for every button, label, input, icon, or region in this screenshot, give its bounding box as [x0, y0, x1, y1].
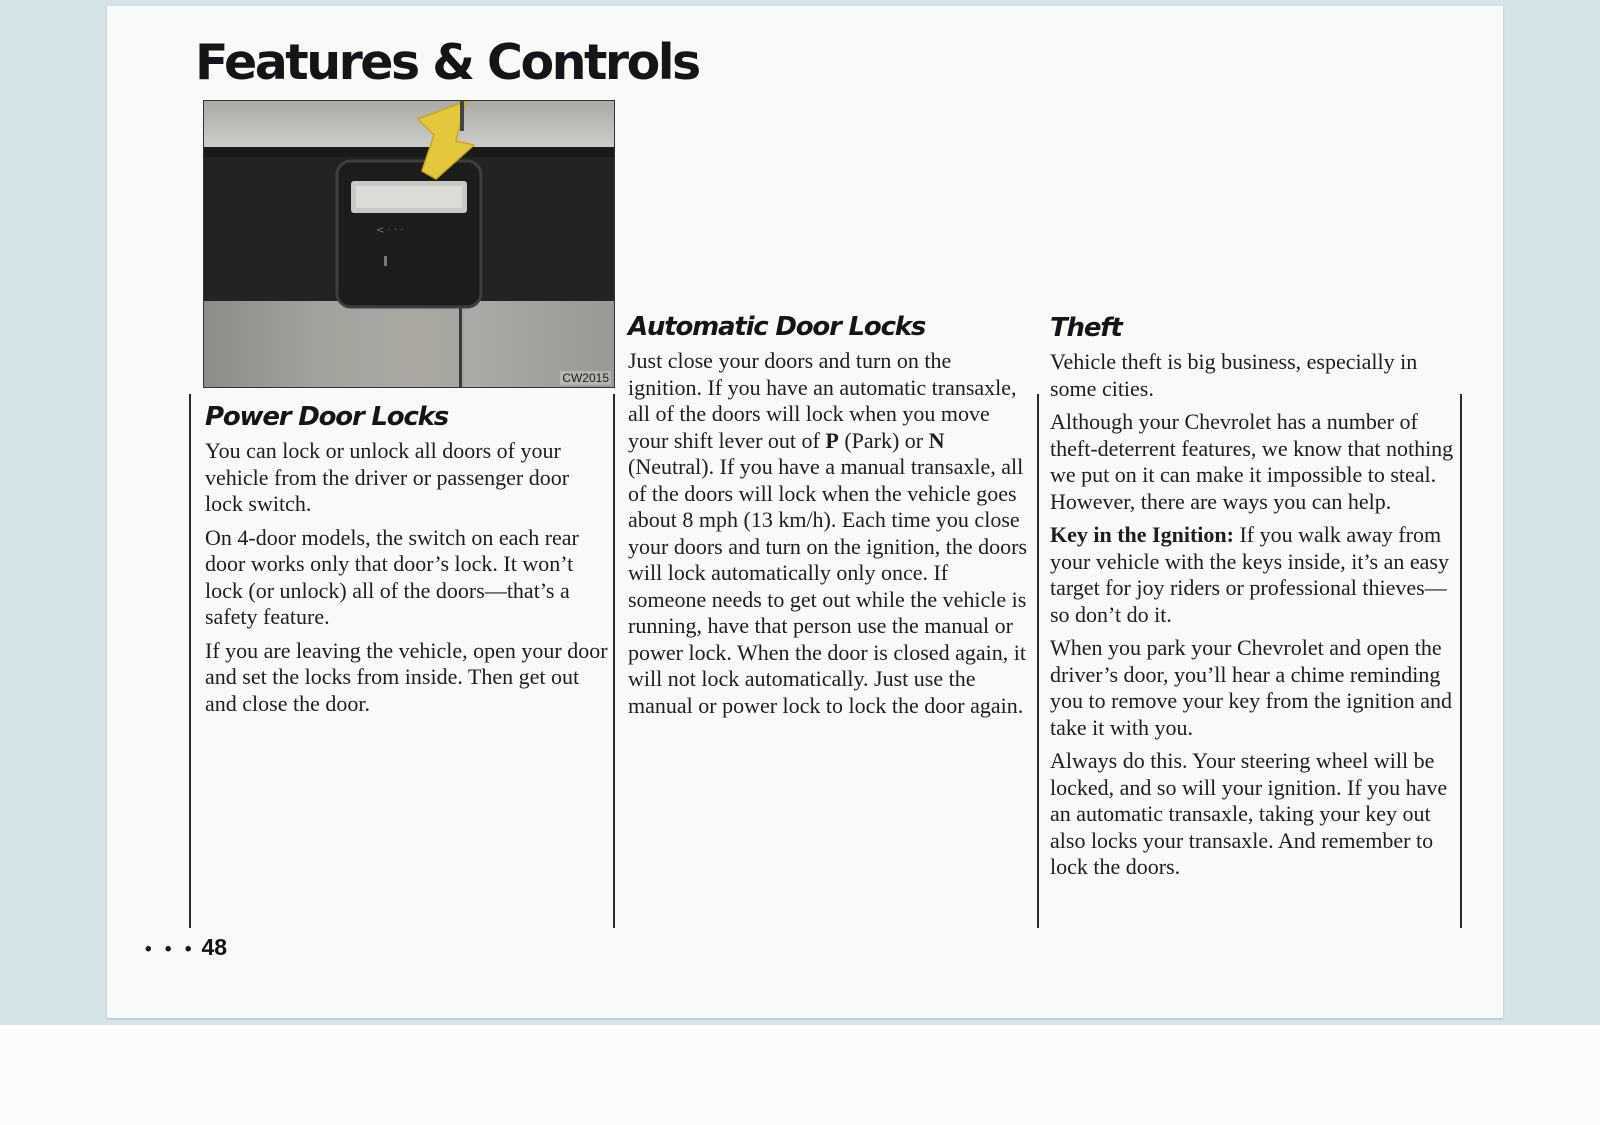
key-in-ignition-label: Key in the Ignition:	[1050, 522, 1234, 547]
paragraph: On 4-door models, the switch on each rear door works only that door’s lock. It won’t lock (or unlock) all of the doors—that’s a safety feature.	[205, 524, 579, 629]
door-lock-illustration	[204, 101, 614, 387]
section-heading: Power Door Locks	[205, 402, 449, 432]
column-rule-left	[189, 394, 191, 928]
photo-code-label: CW2015	[562, 371, 609, 385]
paragraph: Always do this. Your steering wheel will be locked, and so will your ignition. If you have an automatic transaxle, taking your key out also locks your transaxle. And remember to lock the doors.	[1050, 748, 1448, 879]
page-number	[145, 934, 227, 961]
text-run: (Park) or	[838, 427, 929, 453]
page-number-value: 48	[201, 934, 228, 960]
gear-park-letter: P	[825, 427, 839, 453]
door-lock-switch-photo	[203, 100, 615, 388]
gear-neutral-letter: N	[928, 427, 945, 453]
section-heading: Theft	[1050, 313, 1122, 343]
column-rule-right	[1037, 394, 1039, 928]
automatic-door-locks-section	[628, 312, 1030, 726]
paragraph: Although your Chevrolet has a number of theft-deterrent features, we know that nothing we put on it can make it impossible to steal. However, there are ways you can help.	[1050, 409, 1454, 514]
page-number-dots: • • •	[145, 939, 196, 960]
text-run: (Neutral). If you have a manual transaxle, all of the doors will lock when the vehicle goes about 8 mph (13 km/h). Each time you close your doors and turn on the ignition, the doors will lock automatically only once. If someone needs to get out while the vehicle is running, have that person use the manual or power lock. When the door is closed again, it will not lock automatically. Just use the manual or power lock to lock the door again.	[628, 454, 1028, 718]
text-run: If you walk away from your vehicle with the keys inside, it’s an easy target for joy riders or professional thieves—so don’t do it.	[1050, 522, 1449, 627]
section-heading: Automatic Door Locks	[628, 312, 926, 342]
column-rule-middle	[613, 394, 615, 928]
paragraph	[1050, 522, 1455, 628]
theft-section	[1050, 313, 1455, 888]
manual-page	[107, 6, 1503, 1018]
text-run: Just close your doors and turn on the ignition. If you have an automatic transaxle, all of the doors will lock when you move your shift lever out of	[628, 348, 1017, 453]
svg-text:< · · ·: < · · ·	[376, 225, 404, 236]
paragraph: When you park your Chevrolet and open the driver’s door, you’ll hear a chime reminding you to remove your key from the ignition and take it with you.	[1050, 635, 1453, 740]
paragraph: If you are leaving the vehicle, open your door and set the locks from inside. Then get out and close the door.	[205, 637, 608, 716]
column-rule-edge	[1460, 394, 1462, 928]
power-door-locks-section	[205, 402, 610, 724]
paragraph: You can lock or unlock all doors of your vehicle from the driver or passenger door lock switch.	[205, 438, 570, 516]
paragraph: Vehicle theft is big business, especially in some cities.	[1050, 349, 1418, 401]
page-title: Features & Controls	[195, 34, 699, 91]
paragraph	[628, 348, 1030, 719]
